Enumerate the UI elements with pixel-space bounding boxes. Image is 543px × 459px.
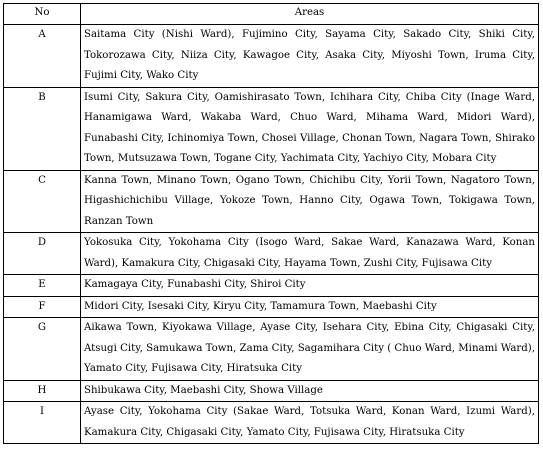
table-row [4,233,539,275]
table-row [4,318,539,381]
column-header-areas: Areas [81,4,539,25]
table-header-row [4,4,539,25]
row-no: A [4,25,81,88]
row-no: F [4,296,81,318]
areas-table [3,3,539,444]
row-no: G [4,318,81,381]
row-no: E [4,275,81,297]
row-areas: Midori City, Isesaki City, Kiryu City, Tamamura Town, Maebashi City [81,296,539,318]
row-no: I [4,402,81,444]
table-row [4,25,539,88]
table-row [4,275,539,297]
table-row [4,170,539,233]
column-header-no: No [4,4,81,25]
row-no: D [4,233,81,275]
table-row [4,380,539,402]
row-areas: Yokosuka City, Yokohama City (Isogo Ward, Sakae Ward, Kanazawa Ward, Konan Ward), Kamakura City, Chigasaki City, Hayama Town, Zushi City, Fujisawa City [81,233,539,275]
row-areas: Aikawa Town, Kiyokawa Village, Ayase City, Isehara City, Ebina City, Chigasaki City, Atsugi City, Samukawa Town, Zama City, Sagamihara City ( Chuo Ward, Minami Ward), Yamato City, Fujisawa City, Hiratsuka City [81,318,539,381]
row-areas: Kanna Town, Minano Town, Ogano Town, Chichibu City, Yorii Town, Nagatoro Town, Higashichichibu Village, Yokoze Town, Hanno City, Ogawa Town, Tokigawa Town, Ranzan Town [81,170,539,233]
row-areas: Isumi City, Sakura City, Oamishirasato Town, Ichihara City, Chiba City (Inage Ward, Hanamigawa Ward, Wakaba Ward, Chuo Ward, Mihama Ward, Midori Ward), Funabashi City, Ichinomiya Town, Chosei Village, Chonan Town, Nagara Town, Shirako Town, Mutsuzawa Town, Togane City, Yachimata City, Yachiyo City, Mobara City [81,87,539,170]
row-no: B [4,87,81,170]
table-row [4,296,539,318]
row-no: C [4,170,81,233]
table-row [4,402,539,444]
row-areas: Shibukawa City, Maebashi City, Showa Village [81,380,539,402]
row-areas: Ayase City, Yokohama City (Sakae Ward, Totsuka Ward, Konan Ward, Izumi Ward), Kamakura City, Chigasaki City, Yamato City, Fujisawa City, Hiratsuka City [81,402,539,444]
row-no: H [4,380,81,402]
table-row [4,87,539,170]
row-areas: Kamagaya City, Funabashi City, Shiroi City [81,275,539,297]
row-areas: Saitama City (Nishi Ward), Fujimino City, Sayama City, Sakado City, Shiki City, Tokorozawa City, Niiza City, Kawagoe City, Asaka City, Miyoshi Town, Iruma City, Fujimi City, Wako City [81,25,539,88]
